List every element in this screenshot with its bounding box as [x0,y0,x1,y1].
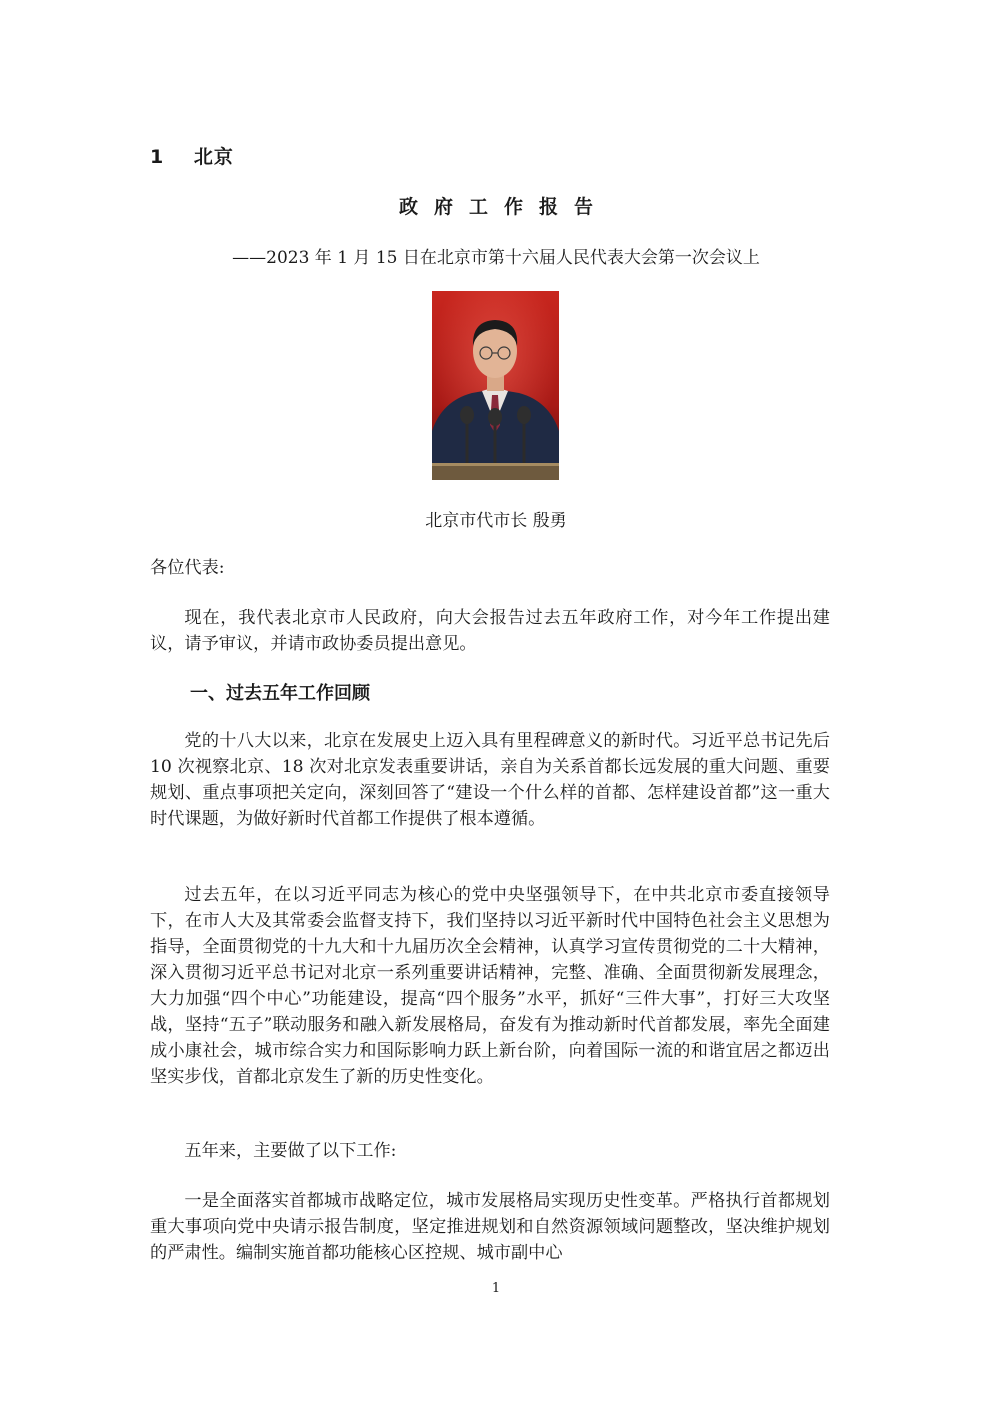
part-heading: 一、过去五年工作回顾 [190,683,370,704]
paragraph: 五年来，主要做了以下工作: [184,1141,397,1161]
paragraph: 党的十八大以来，北京在发展史上迈入具有里程碑意义的新时代。习近平总书记先后 10 次视察北京、18 次对北京发表重要讲话，亲自为关系首都长远发展的重大问题、重要规划、重点事项把关定向，深刻回答了“建设一个什么样的首都、怎样建设首都”这一重大时代课题，为做好新时代首都工作提供了根本遵循。 [150,731,830,829]
salutation: 各位代表: [150,558,225,578]
paragraph: 过去五年，在以习近平同志为核心的党中央坚强领导下，在中共北京市委直接领导下，在市人大及其常委会监督支持下，我们坚持以习近平新时代中国特色社会主义思想为指导，全面贯彻党的十九大和十九届历次全会精神，认真学习宣传贯彻党的二十大精神，深入贯彻习近平总书记对北京一系列重要讲话精神，完整、准确、全面贯彻新发展理念，大力加强“四个中心”功能建设，提高“四个服务”水平，抓好“三件大事”，打好三大攻坚战，坚持“五子”联动服务和融入新发展格局，奋发有为推动新时代首都发展，率先全面建成小康社会，城市综合实力和国际影响力跃上新台阶，向着国际一流的和谐宜居之都迈出坚实步伐，首都北京发生了新的历史性变化。 [150,885,830,1087]
section-heading [150,142,234,169]
intro-paragraph: 现在，我代表北京市人民政府，向大会报告过去五年政府工作，对今年工作提出建议，请予审议，并请市政协委员提出意见。 [150,608,830,654]
report-title: 政府工作报告 [398,196,609,218]
page-number: 1 [491,1281,501,1296]
paragraph: 一是全面落实首都城市战略定位，城市发展格局实现历史性变革。严格执行首都规划重大事项向党中央请示报告制度，坚定推进规划和自然资源领域问题整改，坚决维护规划的严肃性。编制实施首都功能核心区控规、城市副中心 [150,1191,830,1263]
section-number: 1 [150,146,165,168]
photo-caption: 北京市代市长 殷勇 [425,511,567,531]
section-title: 北京 [193,146,234,168]
speaker-photo [432,291,559,480]
report-subtitle: ——2023 年 1 月 15 日在北京市第十六届人民代表大会第一次会议上 [232,248,760,268]
